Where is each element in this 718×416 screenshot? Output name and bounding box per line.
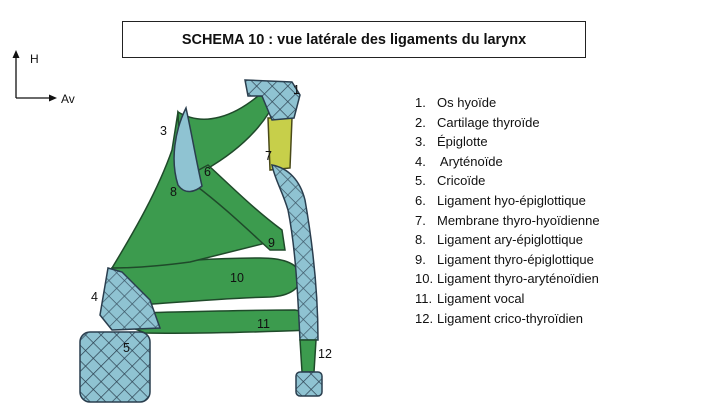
legend-item-number: 5.: [415, 173, 426, 189]
legend-item-label: Ligament hyo-épiglottique: [437, 192, 586, 208]
legend-item: [415, 132, 600, 152]
legend-item-number: 12.: [415, 310, 434, 326]
legend-item: [415, 289, 600, 309]
legend-item: [415, 230, 600, 250]
legend-item-label: Ligament thyro-aryténoïdien: [437, 271, 599, 287]
legend-item-number: 11.: [415, 290, 433, 306]
label-9: 9: [268, 236, 275, 250]
label-5: 5: [123, 341, 130, 355]
legend-item-number: 6.: [415, 192, 426, 208]
legend-item: [415, 309, 600, 329]
legend-item-label: Ligament crico-thyroïdien: [437, 310, 583, 326]
legend-item-number: 8.: [415, 232, 426, 248]
diagram-title: SCHEMA 10 : vue latérale des ligaments du larynx: [122, 21, 586, 58]
legend-item: [415, 211, 600, 231]
legend-item: [415, 250, 600, 270]
legend-item-label: Ligament vocal: [437, 290, 525, 306]
legend-item-label: Membrane thyro-hyoïdienne: [437, 212, 600, 228]
legend-item-number: 2.: [415, 114, 426, 130]
crico-thyroid-ligament: [300, 340, 316, 372]
cricoid-lower-segment-hatching: [296, 372, 322, 396]
legend-item-number: 7.: [415, 212, 426, 228]
legend-item-number: 3.: [415, 134, 426, 150]
label-4: 4: [91, 290, 98, 304]
legend-item: [415, 113, 600, 133]
legend-item-number: 4.: [415, 153, 426, 169]
legend-item-label: Ligament ary-épiglottique: [437, 232, 583, 248]
legend-item-number: 1.: [415, 95, 426, 110]
label-8: 8: [170, 185, 177, 199]
legend-item-label: Épiglotte: [437, 134, 488, 150]
legend-item: [415, 171, 600, 191]
legend-item-label: Os hyoïde: [437, 95, 497, 110]
axis-label-forward: Av: [61, 92, 75, 106]
legend-item: [415, 93, 600, 113]
legend-item-number: 9.: [415, 251, 426, 267]
label-1: 1: [293, 83, 300, 97]
cricoid-cartilage-hatching: [80, 332, 150, 402]
legend-item-label: Ligament thyro-épiglottique: [437, 251, 594, 267]
label-10: 10: [230, 271, 244, 285]
label-6: 6: [204, 165, 211, 179]
label-11: 11: [257, 317, 270, 331]
legend-item: [415, 191, 600, 211]
axis-label-up: H: [30, 52, 39, 66]
label-12: 12: [318, 347, 332, 361]
legend-item-label: Cartilage thyroïde: [437, 114, 540, 130]
label-7: 7: [265, 149, 272, 163]
legend-list: [415, 93, 600, 328]
legend-item: [415, 152, 600, 172]
legend-item-label: Cricoïde: [437, 173, 486, 189]
label-3: 3: [160, 124, 167, 138]
legend-item-label: Aryténoïde: [437, 153, 503, 169]
legend-item-number: 10.: [415, 271, 434, 287]
legend-item: [415, 269, 600, 289]
